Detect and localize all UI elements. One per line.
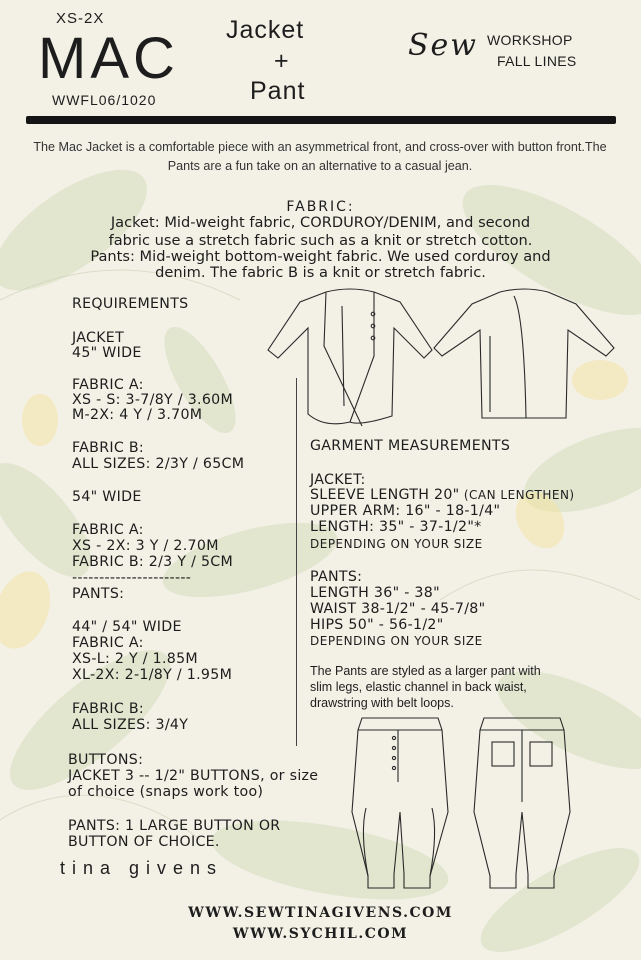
jacket-back-sketch — [430, 286, 618, 426]
req-fabric-b-line: FABRIC B: 2/3 Y / 5CM — [72, 554, 234, 570]
jacket-front-sketch — [264, 286, 436, 434]
req-jacket-width-54: 54" WIDE — [72, 489, 142, 505]
sew-logo: Sew — [408, 28, 478, 63]
req-pants-fabric-b-label: FABRIC B: — [72, 701, 144, 717]
description: The Mac Jacket is a comfortable piece with an asymmetrical front, and cross-over with button front.The Pants are a fun take on an alternative to a casual jean. — [33, 140, 607, 173]
style-note-line: slim legs, elastic channel in back waist, — [310, 680, 527, 694]
style-note-line: The Pants are styled as a larger pant with — [310, 664, 541, 678]
req-jacket-label: JACKET — [72, 330, 125, 346]
fabric-line: denim. The fabric B is a knit or stretch fabric. — [155, 264, 486, 281]
fabric-heading: FABRIC: — [286, 199, 355, 215]
brand-logo: tina givens — [60, 858, 224, 878]
meas-hips: HIPS 50" - 56-1/2" — [310, 617, 444, 633]
req-fabric-a-label: FABRIC A: — [72, 522, 144, 538]
req-jacket-width-45: 45" WIDE — [72, 345, 142, 361]
pants-back-sketch — [466, 712, 578, 892]
website-url: WWW.SYCHIL.COM — [232, 926, 409, 942]
header-divider — [26, 116, 616, 124]
meas-sleeve-length — [310, 487, 575, 503]
meas-jacket-label: JACKET: — [310, 472, 366, 488]
title-plus: + — [274, 47, 290, 75]
meas-pants-length: LENGTH 36" - 38" — [310, 585, 440, 601]
style-note-line: drawstring with belt loops. — [310, 696, 454, 710]
req-buttons-label: BUTTONS: — [68, 752, 144, 768]
requirements-heading: REQUIREMENTS — [72, 296, 189, 312]
req-fabric-a-label: FABRIC A: — [72, 377, 144, 393]
meas-upper-arm: UPPER ARM: 16" - 18-1/4" — [310, 503, 501, 519]
req-fabric-b-label: FABRIC B: — [72, 440, 144, 456]
pattern-name: MAC — [38, 26, 179, 91]
req-fabric-a-line: XS - S: 3-7/8Y / 3.60M — [72, 392, 234, 408]
req-pants-fabric-b-line: ALL SIZES: 3/4Y — [72, 717, 189, 733]
website-url: WWW.SEWTINAGIVENS.COM — [188, 905, 453, 921]
req-pants-buttons-line: BUTTON OF CHOICE. — [68, 834, 220, 850]
req-fabric-a-line: M-2X: 4 Y / 3.70M — [72, 407, 203, 423]
meas-waist: WAIST 38-1/2" - 45-7/8" — [310, 601, 486, 617]
req-pants-fabric-a-line: XL-2X: 2-1/8Y / 1.95M — [72, 667, 233, 683]
fall-lines-label: FALL LINES — [497, 53, 577, 69]
req-separator: ---------------------- — [72, 570, 192, 586]
req-pants-fabric-a-label: FABRIC A: — [72, 635, 144, 651]
title-pant: Pant — [250, 77, 306, 105]
meas-sleeve-value: SLEEVE LENGTH 20" — [310, 487, 460, 503]
meas-sleeve-note: (CAN LENGTHEN) — [459, 488, 575, 502]
pattern-code: WWFL06/1020 — [52, 92, 157, 108]
req-buttons-line: of choice (snaps work too) — [68, 784, 264, 800]
measurements-heading: GARMENT MEASUREMENTS — [310, 438, 511, 454]
meas-jacket-length: LENGTH: 35" - 37-1/2"* — [310, 519, 482, 535]
req-buttons-line: JACKET 3 -- 1/2" BUTTONS, or size — [68, 768, 319, 784]
req-pants-label: PANTS: — [72, 586, 125, 602]
req-fabric-b-line: ALL SIZES: 2/3Y / 65CM — [72, 456, 245, 472]
fabric-line: fabric use a stretch fabric such as a knit or stretch cotton. — [108, 232, 533, 249]
size-range: XS-2X — [56, 10, 105, 27]
workshop-label: WORKSHOP — [487, 32, 573, 48]
req-pants-width: 44" / 54" WIDE — [72, 619, 182, 635]
meas-pants-note: DEPENDING ON YOUR SIZE — [310, 634, 483, 648]
req-pants-buttons-line: PANTS: 1 LARGE BUTTON OR — [68, 818, 281, 834]
meas-jacket-note: DEPENDING ON YOUR SIZE — [310, 537, 483, 551]
req-pants-fabric-a-line: XS-L: 2 Y / 1.85M — [72, 651, 198, 667]
fabric-line: Jacket: Mid-weight fabric, CORDUROY/DENIM, and second — [110, 214, 531, 231]
req-fabric-a-line: XS - 2X: 3 Y / 2.70M — [72, 538, 219, 554]
meas-pants-label: PANTS: — [310, 569, 363, 585]
pants-front-sketch — [344, 712, 456, 892]
title-jacket: Jacket — [226, 16, 305, 44]
fabric-line: Pants: Mid-weight bottom-weight fabric. We used corduroy and — [90, 248, 551, 265]
